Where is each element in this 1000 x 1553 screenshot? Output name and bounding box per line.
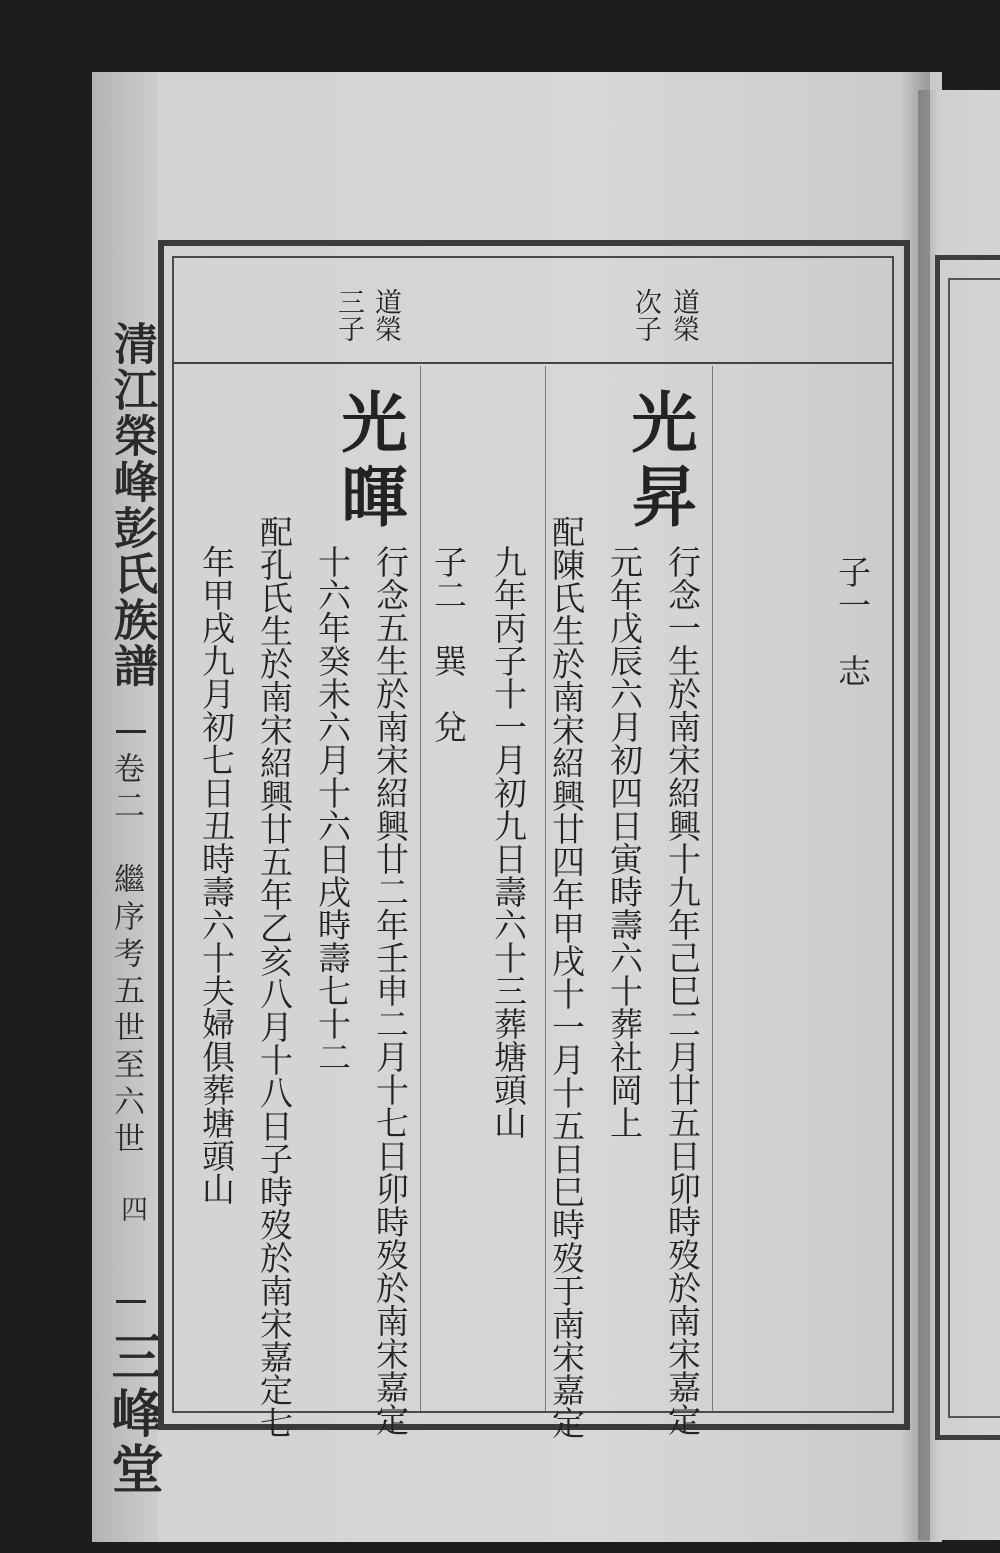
entry1-line-3: 配陳氏生於南宋紹興廿四年甲戌十一月十五日巳時歿于南宋嘉定 — [547, 515, 586, 1439]
entry1-name: 光昇 — [620, 388, 698, 536]
hall-name: 三峰堂 — [102, 1330, 163, 1498]
entry1-children: 子二 巽 兌 — [429, 545, 468, 743]
entry2-name: 光暉 — [330, 388, 408, 536]
entry2-rank: 三子 — [333, 288, 364, 342]
section-label — [106, 752, 146, 1159]
entry2-father: 道榮 — [370, 288, 401, 342]
entry1-father: 道榮 — [668, 288, 699, 342]
binding-divider — [116, 1300, 146, 1303]
entry1-line-1: 行念一生於南宋紹興十九年己巳二月廿五日卯時歿於南宋嘉定 — [663, 545, 702, 1436]
entry2-line-4: 年甲戌九月初七日丑時壽六十夫婦俱葬塘頭山 — [197, 545, 236, 1205]
adjacent-page-inner-border — [948, 278, 1000, 1418]
section-title: 繼序考五世至六世 — [108, 863, 144, 1159]
binding-divider — [116, 730, 146, 733]
page-number: 四 — [116, 1195, 147, 1222]
entry0-children: 子一 志 — [833, 555, 872, 687]
entry2-line-3: 配孔氏生於南宋紹興廿五年乙亥八月十八日子時歿於南宋嘉定七 — [255, 515, 294, 1439]
entry2-line-1: 行念五生於南宋紹興廿二年壬申二月十七日卯時歿於南宋嘉定 — [371, 545, 410, 1436]
book-title: 清江榮峰彭氏族譜 — [106, 321, 157, 689]
column-rule — [712, 366, 713, 1411]
entry1-rank: 次子 — [630, 288, 661, 342]
entry1-line-2: 元年戊辰六月初四日寅時壽六十葬社岡上 — [605, 545, 644, 1139]
entry2-line-2: 十六年癸未六月十六日戌時壽七十二 — [313, 545, 352, 1073]
entry1-line-4: 九年丙子十一月初九日壽六十三葬塘頭山 — [489, 545, 528, 1139]
column-rule — [420, 366, 421, 1411]
header-divider — [172, 362, 894, 364]
volume-label: 卷二 — [108, 752, 144, 826]
